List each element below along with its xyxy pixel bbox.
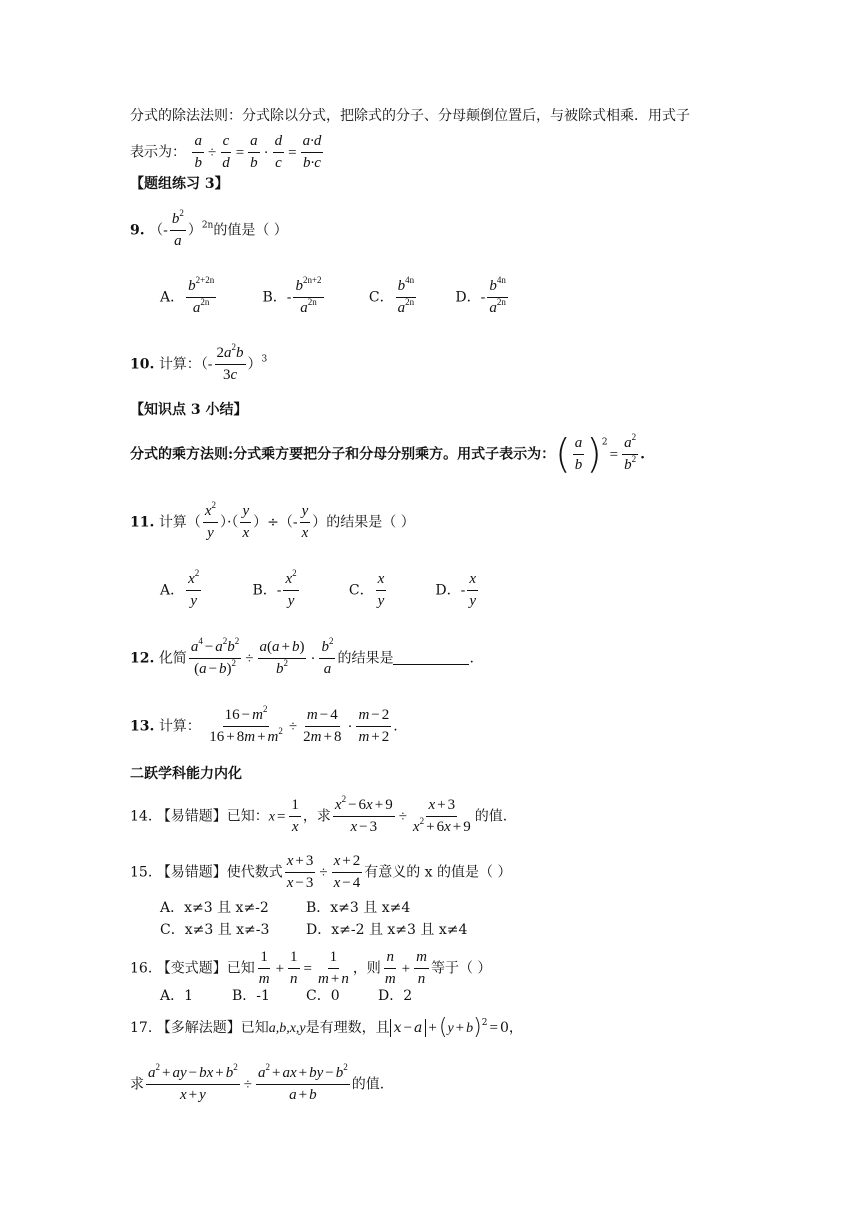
question-16: 16. 【变式题】已知 $\frac{1}{m}$ + $\frac{1}{n}$ = $\frac{1}{m + n}$ ，则 $\frac{n}{m}$ + $\frac{m}{n}$ 等于（ ） <box>130 949 492 987</box>
question-10: 10. 计算：（- $\frac{2a^2b}{3c}$ ）$^3$ <box>130 342 268 383</box>
option-d[interactable]: D．- $\frac{x}{y}$ <box>435 571 476 609</box>
option-d[interactable]: D．- $\frac{b^{4n}}{a^{2n}}$ <box>455 275 506 316</box>
group3-title: 【题组练习 3】 <box>130 176 229 192</box>
option-c[interactable]: C． $\frac{x}{y}$ <box>348 571 385 609</box>
question-12: 12. 化简 $\frac{a^4 - a^2b^2}{(a - b)^2}$ ÷ $\frac{a(a + b)}{b^2}$ · $\frac{b^2}{a}$ 的结果是 . <box>130 636 474 677</box>
question-15-options-row1 <box>160 898 410 918</box>
question-17-expression: 求 $\frac{a^2 + ay - bx + b^2}{x + y}$ ÷ $\frac{a^2 + ax + by - b^2}{a + b}$ 的值. <box>130 1062 385 1103</box>
section2-title: 二跃学科能力内化 <box>130 766 242 782</box>
summary3-title: 【知识点 3 小结】 <box>130 402 248 418</box>
question-17: 17. 【多解法题】已知a,b,x,y是有理数，且 $x - a +(y + b)^2 = 0$， <box>130 1015 523 1040</box>
question-9: 9. （- $\frac{b^2}{a}$ ）$^{2n}$的值是（ ） <box>130 208 288 249</box>
option-b[interactable]: B．-1 <box>232 988 270 1004</box>
question-11: 11. 计算（ $\frac{x^2}{y}$ ）·（ $\frac{y}{x}$ ）÷（- $\frac{y}{x}$ ）的结果是（ ） <box>130 500 415 541</box>
option-d[interactable]: D．2 <box>378 988 413 1004</box>
option-a[interactable]: A．1 <box>160 988 194 1004</box>
question-11-options <box>160 570 480 611</box>
option-a[interactable]: A．x≠3 且 x≠-2 <box>160 900 269 916</box>
option-a[interactable]: A． $\frac{x^2}{y}$ <box>160 568 200 609</box>
division-rule-formula: 表示为： $\frac{a}{b}$ ÷ $\frac{c}{d}$ = $\frac{a}{b}$ · $\frac{d}{c}$ = $\frac{a\cdot d}{b\cdot c}$ <box>130 133 322 171</box>
question-15-options-row2 <box>160 920 467 940</box>
power-rule: 分式的乘方法则:分式乘方要把分子和分母分别乘方。用式子表示为：( $\frac{a}{b}$ )$^2$= $\frac{a^2}{b^2}$ . <box>130 431 645 478</box>
option-c[interactable]: C．x≠3 且 x≠-3 <box>160 922 270 938</box>
question-9-options <box>160 277 510 318</box>
answer-blank[interactable] <box>393 650 469 665</box>
option-b[interactable]: B．x≠3 且 x≠4 <box>306 900 411 916</box>
option-b[interactable]: B．- $\frac{x^2}{y}$ <box>252 568 297 609</box>
division-rule-text: 分式的除法法则：分式除以分式，把除式的分子、分母颠倒位置后，与被除式相乘．用式子 <box>130 108 690 124</box>
option-c[interactable]: C．0 <box>306 988 340 1004</box>
question-16-options <box>160 986 412 1006</box>
option-a[interactable]: A． $\frac{b^{2+2n}}{a^{2n}}$ <box>160 275 215 316</box>
option-d[interactable]: D．x≠-2 且 x≠3 且 x≠4 <box>306 922 468 938</box>
option-b[interactable]: B．- $\frac{b^{2n+2}}{a^{2n}}$ <box>262 275 322 316</box>
question-14: 14. 【易错题】已知：x = $\frac{1}{x}$ ，求 $\frac{x^2 - 6x + 9}{x - 3}$ ÷ $\frac{x + 3}{x^2 + 6x + 9}$ 的值. <box>130 794 508 835</box>
question-15: 15. 【易错题】使代数式 $\frac{x + 3}{x - 3}$ ÷ $\frac{x + 2}{x - 4}$ 有意义的 x 的值是（ ） <box>130 853 512 891</box>
question-13: 13. 计算： $\frac{16 - m^2}{16 + 8m + m^2}$ ÷ $\frac{m - 4}{2m + 8}$ · $\frac{m - 2}{m + 2}$ . <box>130 704 398 745</box>
option-c[interactable]: C． $\frac{b^{4n}}{a^{2n}}$ <box>368 275 415 316</box>
